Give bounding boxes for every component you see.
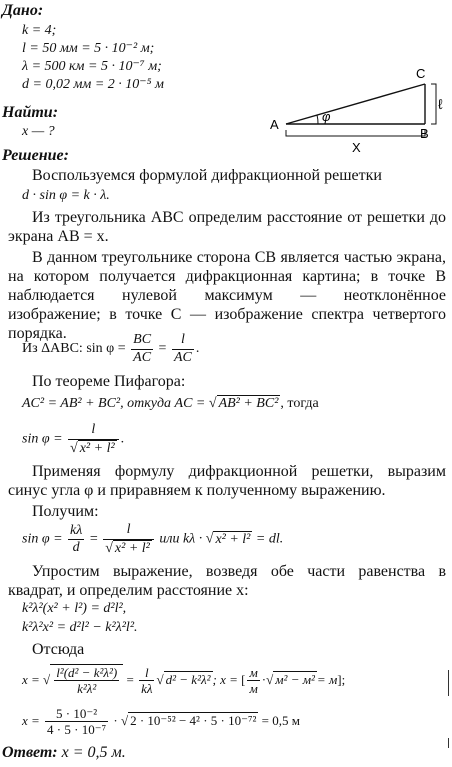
margin-rule [448,670,449,696]
point-a-label: A [270,117,279,132]
side-ac [286,84,425,124]
pythagoras-formula: AC² = AB² + BC², откуда AC = √ AB² + BC² , тогда [22,396,319,411]
l-bracket [431,84,436,124]
numerator: l [139,665,154,681]
triangle-paragraph: Из треугольника ABC определим расстояние от решетки до экрана AB = x. [8,209,446,245]
given-line: k = 4; [22,23,57,38]
numerator: 5 · 10⁻² [45,706,108,722]
simplify-paragraph: Упростим выражение, возведя обе части равенства в квадрат, и определим расстояние x: [8,563,446,599]
side-x-label: X [352,140,361,155]
given-line: d = 0,02 мм = 2 · 10⁻⁵ м [22,77,164,92]
formula-end: . [120,431,125,447]
given-line: l = 50 мм = 5 · 10⁻² м; [22,41,155,56]
numerator: l [172,332,194,350]
equals-sign: = [158,341,167,357]
x-bracket [286,130,425,136]
angle-phi-label: φ [322,109,331,124]
fraction [131,332,153,366]
solution-intro: Воспользуемся формулой дифракционной решетки [32,167,382,184]
formula-text: · [261,671,267,687]
formula-text: Из ΔABC: sin φ = [22,341,126,357]
fraction [247,665,259,697]
equals-sign: = [89,531,98,547]
denominator: AC [133,349,152,365]
square-root: 2 · 10⁻⁵² − 4² · 5 · 10⁻⁷² [130,712,257,728]
fraction [45,706,108,738]
point-b-label: B [420,126,429,141]
fraction: $\frac{l}{\text{√ x² + l²}}$ [103,522,154,557]
given-label: Дано: [2,2,44,19]
sine-from-triangle [22,332,199,366]
square-root: AB² + BC² [218,396,279,411]
formula-text: , тогда [280,396,319,411]
sine-formula [22,422,124,457]
answer-label: Ответ: [2,744,58,761]
fraction: $\frac{l}{\text{√ x² + l²}}$ [68,422,119,457]
numerator: BC [131,332,153,350]
fraction [172,332,194,366]
screen-paragraph: В данном треугольнике сторона CB является частью экрана, на котором получается дифракционная картина; в точке B наблюдается нулевой максимум — неотклонённое изображение; в точке C — изображение спектра четвертого порядка. [8,249,446,342]
denominator: d [72,540,80,556]
formula-text: = 0,5 м [261,712,300,728]
fraction [68,523,84,557]
hence-label: Отсюда [32,641,85,658]
answer [2,744,126,763]
denominator: м [249,681,258,697]
equals-sign: = [126,671,134,687]
formula-text: sin φ = [22,531,63,547]
numeric-formula: x = $\frac{\text{5 · 10⁻²}}{\text{4 · 5 · 10⁻⁷}}$ · √ 2 · 10⁻⁵² − 4² · 5 · 10⁻⁷² = 0,5 м [22,706,300,738]
numerator: l²(d² − k²λ²) [56,665,118,680]
denominator: x² + l² [114,540,150,556]
formula-text: = dl. [255,531,284,547]
formula-text: ; x = [212,671,238,687]
squared-equation: k²λ²(x² + l²) = d²l², [22,601,127,616]
formula-end: ; [341,671,346,687]
given-line: λ = 500 км = 5 · 10⁻⁷ м; [22,59,162,74]
square-root: x² + l² [215,531,251,547]
formula-text: x = [22,712,40,728]
formula-text: sin φ = [22,431,63,447]
side-l-label: ℓ [438,96,443,112]
given-list [22,22,164,94]
numerator: м [249,665,258,680]
numerator: kλ [68,523,84,541]
combined-formula: sin φ = $\frac{k\lambda}{d}$ = $\frac{l}{\text{√ x² + l²}}$ или kλ · √ x² + l² = dl. [22,522,284,556]
find-line: x — ? [22,124,55,139]
formula-text: x = [22,671,40,687]
point-c-label: C [416,66,426,81]
angle-arc [317,115,318,124]
margin-rule [448,738,449,748]
solution-label: Решение: [2,147,69,164]
formula-text: · [113,712,118,728]
fraction [139,665,154,697]
pythagoras-heading: По теореме Пифагора: [32,373,186,390]
expanded-equation: k²λ²x² = d²l² − k²λ²l². [22,620,138,635]
denominator: k²λ² [77,681,97,697]
answer-text: x = 0,5 м. [61,744,126,761]
x-formula: x = √ $\frac{\text{l²(d² − k²λ²)}}{\text{k²λ²}}$ = $\frac{l}{k\lambda}$ √ d² − k²λ² ; x = [ $\frac{м}{м}$ ·√ м² − м² = м]; [22,665,346,697]
denominator: x² + l² [79,440,115,456]
fraction [54,665,119,697]
triangle-diagram [258,66,448,168]
apply-paragraph: Применяя формулу дифракционной решетки, выразим синус угла φ и приравняем к полученному выражению. [8,463,446,499]
square-root: d² − k²λ² [165,671,211,687]
square-root: м² − м² [275,671,315,687]
find-label: Найти: [2,104,59,121]
formula-text: = м [316,671,338,687]
grating-formula: d · sin φ = k · λ. [22,188,110,203]
numerator: l [68,422,119,440]
denominator: AC [173,349,192,365]
formula-text: AC² = AB² + BC², откуда AC = [22,396,206,411]
numerator: l [103,522,154,540]
denominator: kλ [141,681,153,697]
obtain-label: Получим: [32,503,99,520]
formula-text: или kλ · [159,531,203,547]
formula-end: . [195,341,200,357]
denominator: 4 · 5 · 10⁻⁷ [47,722,107,738]
